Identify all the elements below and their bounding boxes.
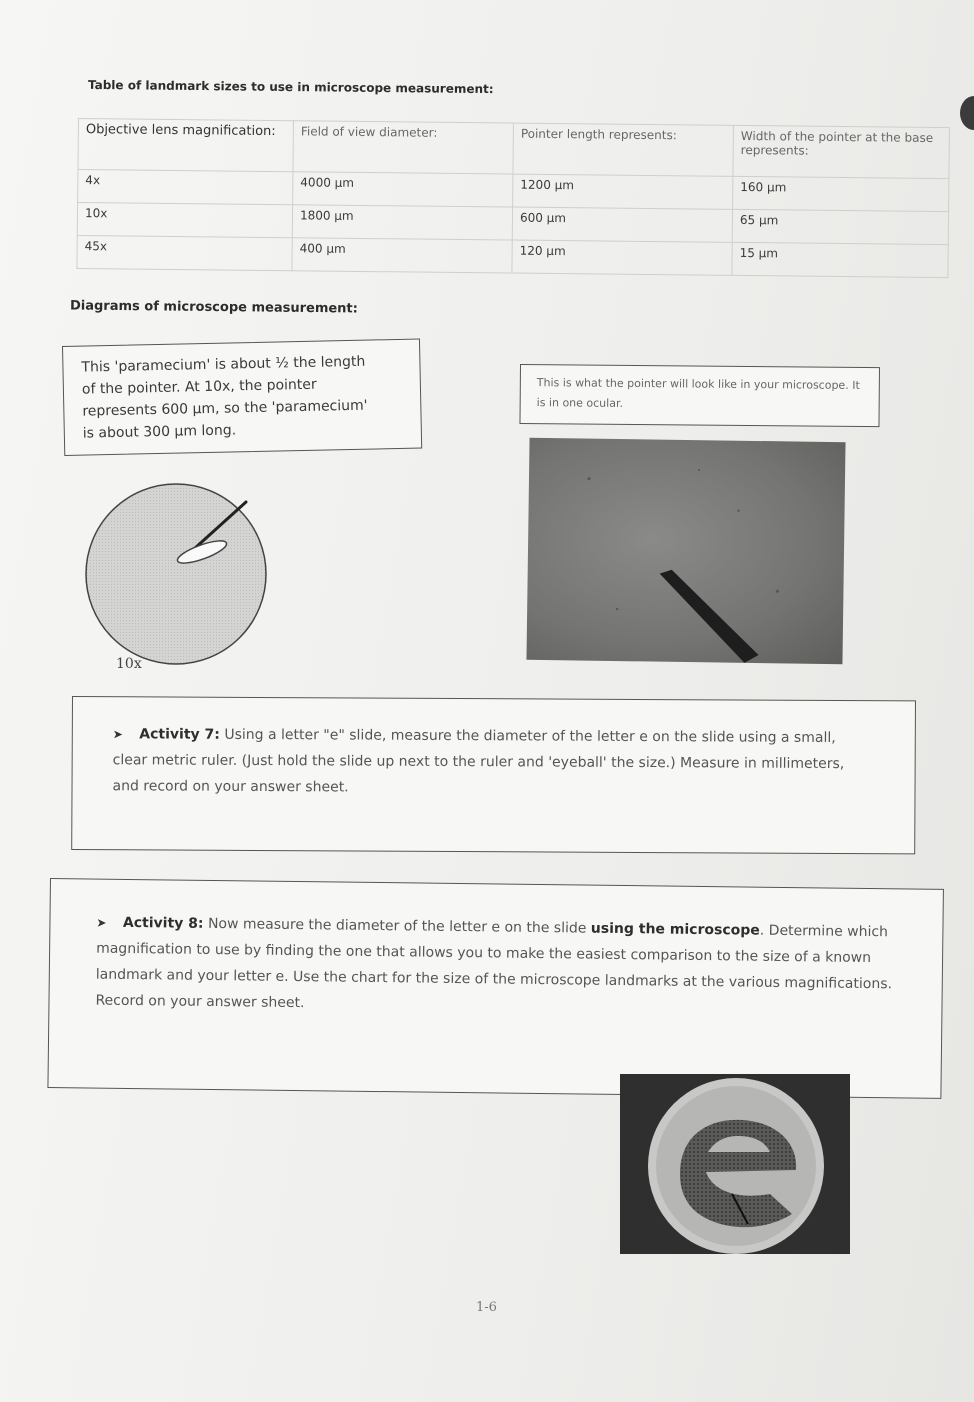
cell-pointer-width: 65 μm [732,209,948,244]
cell-pointer-length: 1200 μm [513,174,733,209]
diagrams-title: Diagrams of microscope measurement: [69,298,358,317]
arrowhead-bullet-icon: ➤ [96,915,107,930]
cell-field: 400 μm [292,238,512,273]
activity7-text [112,721,872,803]
field-of-view-diagram [84,482,268,666]
activity8-box [47,878,943,1099]
pointer-note: This is what the pointer will look like in your microscope. It is in one ocular. [536,376,860,410]
cell-field: 1800 μm [292,205,512,240]
paramecium-note: This 'paramecium' is about ½ the length of the pointer. At 10x, the pointer represents 600 µm, so the 'paramecium' is about 300 µm long. [81,353,368,442]
letter-e-microscope-photo [620,1074,850,1254]
activity8-lead: Activity 8: [122,914,204,932]
cell-field: 4000 μm [293,172,513,207]
paramecium-note-box [62,339,422,456]
header-pointer-length: Pointer length represents: [513,123,734,176]
microscope-pointer-photo [526,438,845,664]
cell-magnification: 4x [78,170,293,205]
activity8-body-start: Now measure the diameter of the letter e on the slide [207,915,587,937]
pointer-note-box [519,364,880,427]
table-header-row [78,119,949,179]
cell-pointer-width: 160 μm [733,176,949,211]
table-title: Table of landmark sizes to use in microscope measurement: [87,77,494,97]
activity8-emphasis: using the microscope [590,920,760,939]
arrowhead-bullet-icon: ➤ [112,727,123,742]
activity7-lead: Activity 7: [139,726,220,743]
circle-magnification-label: 10x [116,656,142,672]
landmark-table [76,118,950,278]
header-pointer-width: Width of the pointer at the base represents: [733,125,950,178]
activity8-text [95,910,916,1024]
header-objective: Objective lens magnification: [78,119,294,172]
cell-magnification: 10x [77,203,292,238]
binder-hole [960,96,974,130]
activity7-body: Using a letter "e" slide, measure the diameter of the letter e on the slide using a small, clear metric ruler. (Just hold the slide up next to the ruler and 'eyeball' the size.) Measure in millimeters, and record on your answer sheet. [112,726,845,796]
cell-pointer-length: 120 μm [512,240,732,275]
cell-pointer-length: 600 μm [512,207,732,242]
activity7-box [71,696,916,854]
cell-pointer-width: 15 μm [732,242,948,277]
activity8-body-end: . Determine which magnification to use by finding the one that allows you to make the easiest comparison to the size of a known landmark and your letter e. Use the chart for the size of the microscope landmarks at the various magnifications. Record on your answer sheet. [95,922,893,1012]
cell-magnification: 45x [77,235,292,270]
header-field-of-view: Field of view diameter: [293,121,514,174]
page-number: 1-6 [476,1300,497,1315]
